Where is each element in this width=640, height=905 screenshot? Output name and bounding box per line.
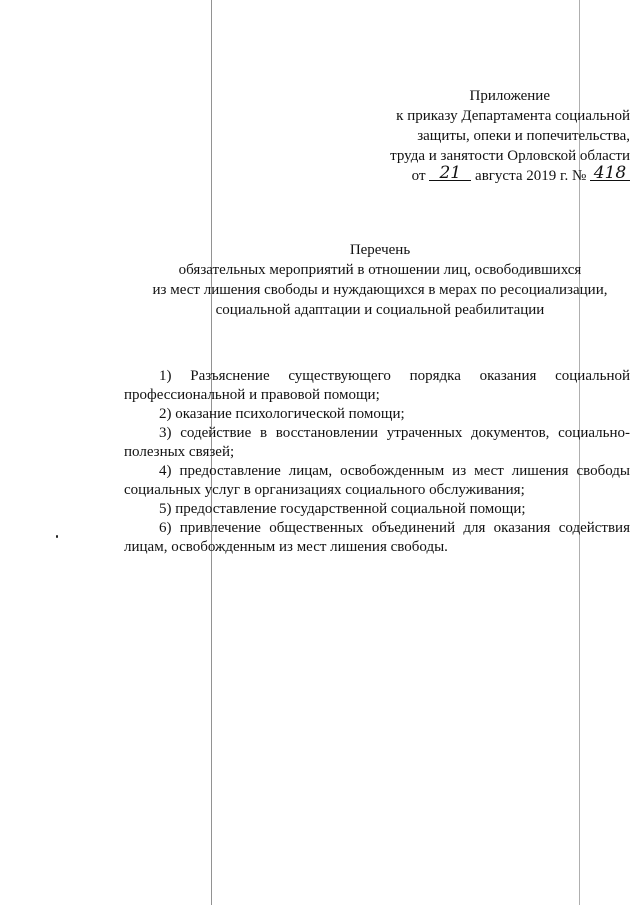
list-item: 5) предоставление государственной социальной помощи; [159, 501, 526, 517]
date-day-handwritten: 21 [429, 166, 471, 181]
appendix-title: Приложение [469, 88, 550, 104]
list-item: 2) оказание психологической помощи; [159, 406, 405, 422]
appendix-order-line: к приказу Департамента социальной [396, 108, 630, 124]
list-item: 4) предоставление лицам, освобожденным из мест лишения свободы социальных услуг в организациях социального обслуживания; [124, 463, 630, 498]
list-item: 6) привлечение общественных объединений для оказания содействия лицам, освобожденным из мест лишения свободы. [124, 520, 630, 555]
appendix-date-line [390, 163, 630, 186]
appendix-region-line: труда и занятости Орловской области [390, 148, 630, 164]
list-heading [130, 240, 630, 320]
order-number-handwritten: 418 [590, 166, 630, 181]
list-subtitle-line-2: из мест лишения свободы и нуждающихся в мерах по ресоциализации, [152, 282, 608, 298]
measures-list [124, 367, 630, 557]
scan-speck [56, 535, 58, 538]
list-subtitle-line-3: социальной адаптации и социальной реабилитации [215, 302, 545, 318]
date-month-year: августа 2019 г. № [475, 168, 587, 184]
list-item: 1) Разъяснение существующего порядка оказания социальной профессиональной и правовой помощи; [124, 368, 630, 403]
list-subtitle-line-1: обязательных мероприятий в отношении лиц, освободившихся [178, 262, 582, 278]
appendix-header [390, 86, 630, 186]
appendix-department-line: защиты, опеки и попечительства, [417, 128, 630, 144]
list-item: 3) содействие в восстановлении утраченных документов, социально-полезных связей; [124, 425, 630, 460]
date-prefix: от [411, 168, 426, 184]
list-title: Перечень [349, 242, 411, 258]
